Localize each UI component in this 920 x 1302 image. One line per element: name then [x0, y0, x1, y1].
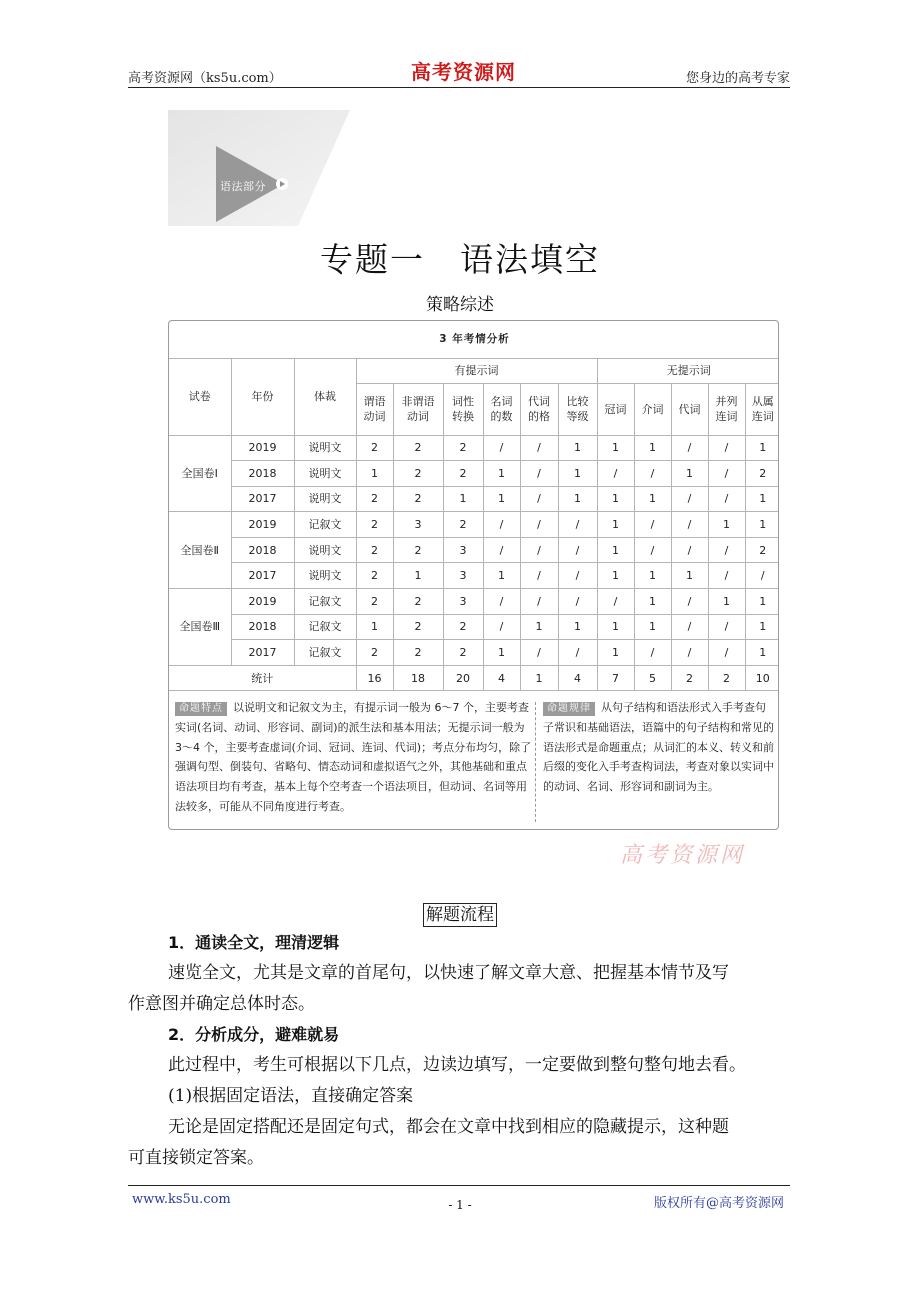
col-header-genre: 体裁: [294, 358, 356, 435]
count-cell: /: [671, 614, 708, 640]
totals-label: 统计: [169, 665, 356, 691]
count-cell: /: [634, 512, 671, 538]
count-cell: 3: [443, 589, 483, 615]
step-2-heading: 2．分析成分，避难就易: [168, 1025, 340, 1044]
count-cell: /: [520, 486, 558, 512]
count-cell: /: [708, 461, 745, 487]
count-cell: /: [558, 512, 597, 538]
table-row: [169, 537, 779, 563]
count-cell: 1: [558, 614, 597, 640]
note-features-tag: 命题特点: [175, 702, 227, 716]
count-cell: 2: [745, 461, 779, 487]
col-header-item: 非谓语 动词: [393, 383, 443, 435]
count-cell: 1: [597, 512, 634, 538]
footer-copyright: 版权所有@高考资源网: [653, 1196, 784, 1211]
totals-row: [169, 665, 779, 691]
year-cell: 2017: [231, 486, 294, 512]
count-cell: 1: [745, 614, 779, 640]
count-cell: /: [483, 537, 520, 563]
col-group-with-hint: 有提示词: [356, 358, 597, 383]
year-cell: 2018: [231, 614, 294, 640]
step-1-text-line2: 作意图并确定总体时态。: [128, 994, 315, 1014]
count-cell: /: [634, 640, 671, 666]
exam-analysis-table: [169, 321, 779, 691]
table-caption: 3 年考情分析: [169, 321, 779, 358]
year-cell: 2017: [231, 563, 294, 589]
genre-cell: 记叙文: [294, 589, 356, 615]
count-cell: 1: [745, 486, 779, 512]
table-row: [169, 435, 779, 461]
page-number: - 1 -: [448, 1198, 472, 1212]
total-cell: 5: [634, 665, 671, 691]
count-cell: 1: [708, 512, 745, 538]
count-cell: 1: [671, 461, 708, 487]
count-cell: 1: [671, 563, 708, 589]
count-cell: 1: [597, 640, 634, 666]
count-cell: /: [634, 461, 671, 487]
count-cell: 2: [393, 537, 443, 563]
total-cell: 7: [597, 665, 634, 691]
count-cell: /: [671, 589, 708, 615]
note-patterns: [543, 698, 775, 797]
notes-section: [169, 694, 779, 830]
count-cell: 1: [634, 563, 671, 589]
table-row: [169, 563, 779, 589]
header-brand-logo: 高考资源网: [411, 60, 516, 84]
count-cell: 1: [558, 435, 597, 461]
count-cell: 1: [597, 563, 634, 589]
col-header-item: 介词: [634, 383, 671, 435]
count-cell: 1: [634, 614, 671, 640]
count-cell: /: [520, 537, 558, 563]
count-cell: 2: [393, 435, 443, 461]
count-cell: /: [597, 589, 634, 615]
total-cell: 4: [558, 665, 597, 691]
exam-name-cell: 全国卷Ⅲ: [169, 589, 231, 666]
total-cell: 10: [745, 665, 779, 691]
count-cell: /: [597, 461, 634, 487]
count-cell: 2: [443, 435, 483, 461]
exam-name-cell: 全国卷Ⅱ: [169, 512, 231, 589]
total-cell: 2: [671, 665, 708, 691]
col-header-item: 并列 连词: [708, 383, 745, 435]
genre-cell: 记叙文: [294, 512, 356, 538]
count-cell: 2: [443, 614, 483, 640]
count-cell: /: [708, 435, 745, 461]
col-header-item: 代词 的格: [520, 383, 558, 435]
count-cell: 2: [356, 435, 393, 461]
count-cell: 1: [520, 614, 558, 640]
watermark-logo: 高考资源网: [620, 843, 746, 868]
count-cell: /: [483, 512, 520, 538]
count-cell: 2: [393, 640, 443, 666]
count-cell: 2: [393, 589, 443, 615]
total-cell: 18: [393, 665, 443, 691]
year-cell: 2018: [231, 461, 294, 487]
section-heading: [0, 900, 920, 925]
section-heading-text: 解题流程: [423, 903, 497, 927]
page-subtitle: 策略综述: [426, 295, 494, 315]
count-cell: /: [520, 435, 558, 461]
table-row: [169, 486, 779, 512]
count-cell: /: [483, 614, 520, 640]
year-cell: 2018: [231, 537, 294, 563]
note-features: [175, 698, 533, 817]
count-cell: 1: [558, 486, 597, 512]
count-cell: 1: [597, 435, 634, 461]
count-cell: /: [708, 640, 745, 666]
table-row: [169, 461, 779, 487]
notes-divider: [535, 702, 536, 822]
count-cell: /: [708, 537, 745, 563]
count-cell: 1: [745, 512, 779, 538]
count-cell: /: [483, 589, 520, 615]
note-patterns-text: 从句子结构和语法形式入手考查句子常识和基础语法，语篇中的句子结构和常见的语法形式是命题重点；从词汇的本义、转义和前后缀的变化入手考查构词法，考查对象以实词中的动词、名词、形容词和副词为主。: [543, 701, 774, 794]
genre-cell: 说明文: [294, 563, 356, 589]
count-cell: 2: [356, 640, 393, 666]
count-cell: 2: [745, 537, 779, 563]
total-cell: 20: [443, 665, 483, 691]
year-cell: 2019: [231, 589, 294, 615]
count-cell: 1: [393, 563, 443, 589]
count-cell: 1: [634, 589, 671, 615]
page-footer: [128, 1185, 790, 1211]
count-cell: /: [671, 435, 708, 461]
total-cell: 4: [483, 665, 520, 691]
count-cell: /: [520, 512, 558, 538]
col-header-item: 名词 的数: [483, 383, 520, 435]
genre-cell: 说明文: [294, 435, 356, 461]
header-site-name: 高考资源网（ks5u.com）: [128, 71, 282, 86]
count-cell: /: [671, 486, 708, 512]
count-cell: 2: [356, 563, 393, 589]
count-cell: /: [558, 640, 597, 666]
count-cell: /: [520, 640, 558, 666]
col-group-no-hint: 无提示词: [597, 358, 779, 383]
note-features-text: 以说明文和记叙文为主，有提示词一般为 6～7 个，主要考查实词(名词、动词、形容词、副词)的派生法和基本用法；无提示词一般为 3～4 个，主要考查虚词(介词、冠词、连词、代词)；考点分布均匀，除了强调句型、倒装句、省略句、情态动词和虚拟语气之外，其他基础和重点语法项目均有考查，基本上每个空考查一个语法项目，但动词、名词等用法较多，可能从不同角度进行考查。: [175, 701, 532, 813]
total-cell: 16: [356, 665, 393, 691]
count-cell: 1: [745, 435, 779, 461]
count-cell: /: [634, 537, 671, 563]
col-header-exam: 试卷: [169, 358, 231, 435]
exam-analysis-panel: [168, 320, 779, 830]
step-1-text-line1: 速览全文，尤其是文章的首尾句，以快速了解文章大意、把握基本情节及写: [168, 963, 729, 983]
count-cell: 3: [393, 512, 443, 538]
count-cell: 1: [745, 640, 779, 666]
count-cell: /: [708, 563, 745, 589]
note-patterns-tag: 命题规律: [543, 702, 595, 716]
col-header-item: 代词: [671, 383, 708, 435]
grammar-section-banner: [168, 110, 350, 226]
table-row: [169, 589, 779, 615]
step-1-heading: 1．通读全文，理清逻辑: [168, 933, 340, 952]
count-cell: 3: [443, 537, 483, 563]
total-cell: 1: [520, 665, 558, 691]
count-cell: 2: [356, 537, 393, 563]
banner-label: 语法部分: [220, 180, 266, 193]
count-cell: 1: [443, 486, 483, 512]
count-cell: 1: [483, 563, 520, 589]
count-cell: /: [558, 537, 597, 563]
header-slogan: 您身边的高考专家: [685, 71, 790, 86]
col-header-item: 词性 转换: [443, 383, 483, 435]
count-cell: /: [708, 486, 745, 512]
col-header-year: 年份: [231, 358, 294, 435]
count-cell: /: [558, 563, 597, 589]
table-row: [169, 614, 779, 640]
count-cell: 1: [708, 589, 745, 615]
col-header-item: 冠词: [597, 383, 634, 435]
count-cell: 1: [634, 435, 671, 461]
tip-1-text-line2: 可直接锁定答案。: [128, 1148, 264, 1168]
count-cell: 2: [393, 614, 443, 640]
count-cell: 1: [356, 461, 393, 487]
count-cell: 1: [634, 486, 671, 512]
count-cell: /: [745, 563, 779, 589]
count-cell: 3: [443, 563, 483, 589]
exam-name-cell: 全国卷Ⅰ: [169, 435, 231, 512]
count-cell: 2: [356, 589, 393, 615]
year-cell: 2019: [231, 512, 294, 538]
step-2-text: 此过程中，考生可根据以下几点，边读边填写，一定要做到整句整句地去看。: [168, 1055, 746, 1075]
count-cell: /: [520, 461, 558, 487]
count-cell: 1: [597, 537, 634, 563]
count-cell: 1: [483, 486, 520, 512]
count-cell: 2: [393, 486, 443, 512]
count-cell: 2: [443, 640, 483, 666]
count-cell: 1: [745, 589, 779, 615]
tip-1-heading: (1)根据固定语法，直接确定答案: [168, 1086, 414, 1106]
table-row: [169, 640, 779, 666]
count-cell: /: [558, 589, 597, 615]
count-cell: 2: [443, 512, 483, 538]
count-cell: 2: [356, 486, 393, 512]
count-cell: 2: [443, 461, 483, 487]
count-cell: 1: [558, 461, 597, 487]
year-cell: 2017: [231, 640, 294, 666]
year-cell: 2019: [231, 435, 294, 461]
count-cell: 1: [356, 614, 393, 640]
count-cell: /: [520, 563, 558, 589]
col-header-item: 谓语 动词: [356, 383, 393, 435]
col-header-item: 从属 连词: [745, 383, 779, 435]
genre-cell: 说明文: [294, 461, 356, 487]
page-title: 专题一 语法填空: [320, 240, 600, 279]
genre-cell: 记叙文: [294, 614, 356, 640]
genre-cell: 记叙文: [294, 640, 356, 666]
table-body: [169, 435, 779, 691]
genre-cell: 说明文: [294, 486, 356, 512]
tip-1-text-line1: 无论是固定搭配还是固定句式，都会在文章中找到相应的隐藏提示，这种题: [168, 1117, 729, 1137]
count-cell: 2: [393, 461, 443, 487]
count-cell: /: [671, 537, 708, 563]
count-cell: /: [520, 589, 558, 615]
table-row: [169, 512, 779, 538]
count-cell: /: [671, 640, 708, 666]
page-header: [128, 60, 790, 88]
count-cell: 1: [483, 640, 520, 666]
count-cell: /: [708, 614, 745, 640]
count-cell: 1: [597, 486, 634, 512]
total-cell: 2: [708, 665, 745, 691]
count-cell: /: [483, 435, 520, 461]
count-cell: /: [671, 512, 708, 538]
count-cell: 1: [483, 461, 520, 487]
count-cell: 2: [356, 512, 393, 538]
footer-url[interactable]: www.ks5u.com: [132, 1192, 231, 1207]
col-header-item: 比较 等级: [558, 383, 597, 435]
genre-cell: 说明文: [294, 537, 356, 563]
count-cell: 1: [597, 614, 634, 640]
